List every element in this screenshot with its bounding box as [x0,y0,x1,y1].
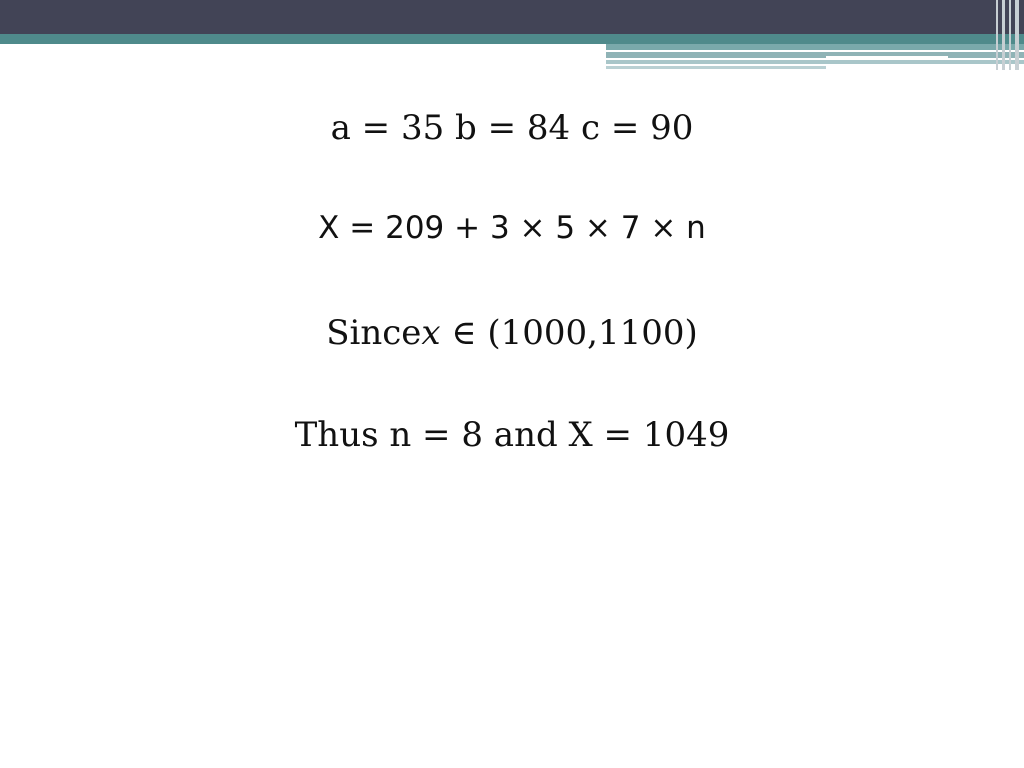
variables-line: a = 35 b = 84 c = 90 [330,108,694,148]
header-accent-line-2 [606,60,1024,64]
result-line: Thus n = 8 and X = 1049 [294,415,730,455]
header-accent-line-1 [606,52,1024,58]
header-accent-line-3 [606,66,826,69]
header-bar-divider [0,44,606,52]
header-bar-teal [0,34,1024,44]
header-bar-dark [0,0,1024,34]
header-accent-highlight [826,56,948,59]
range-line: Since𝑥 ∈ (1000,1100) [326,313,698,353]
formula-line: X = 209 + 3 × 5 × 7 × n [318,210,706,246]
corner-stripes-decoration [994,0,1024,70]
